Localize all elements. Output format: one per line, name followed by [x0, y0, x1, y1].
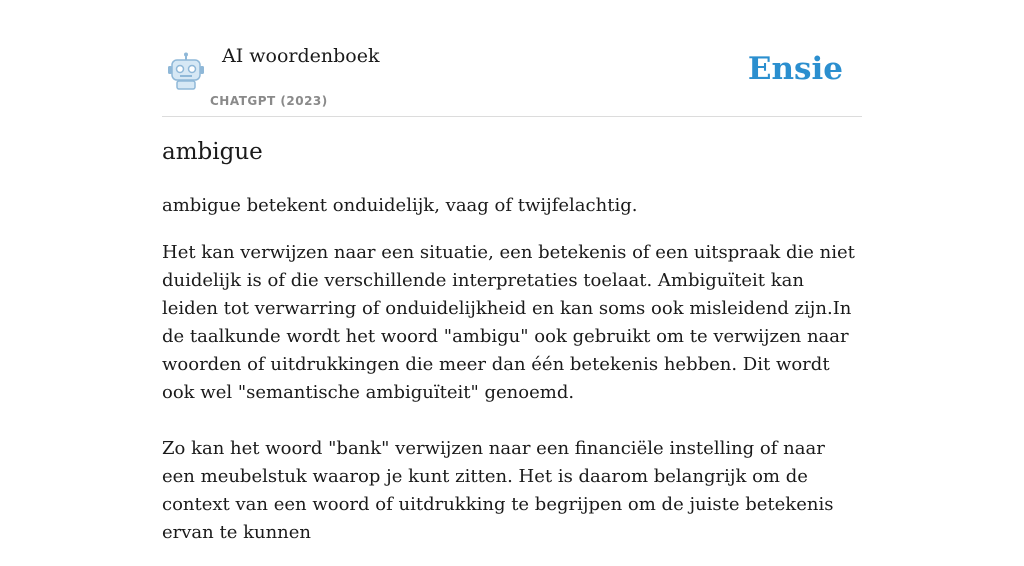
entry-body	[162, 192, 862, 566]
page-header	[162, 0, 862, 117]
source-label: CHATGPT (2023)	[210, 94, 328, 108]
page-container	[162, 0, 862, 543]
ensie-logo[interactable]: Ensie	[747, 51, 843, 87]
entry-term: ambigue	[162, 139, 263, 165]
entry-paragraph: Het kan verwijzen naar een situatie, een betekenis of een uitspraak die niet duidelijk is of die verschillende interpretaties toelaat. Ambiguïteit kan leiden tot verwarring of onduidelijkheid en kan soms ook misleidend zijn.In de taalkunde wordt het woord "ambigu" ook gebruikt om te verwijzen naar woorden of uitdrukkingen die meer dan één betekenis hebben. Dit wordt ook wel "semantische ambiguïteit" genoemd. Zo kan het woord "bank" verwijzen naar een financiële instelling of naar een meubelstuk waarop je kunt zitten. Het is daarom belangrijk om de context van een woord of uitdrukking te begrijpen om de juiste betekenis ervan te kunnen	[162, 242, 855, 543]
entry-definition: ambigue betekent onduidelijk, vaag of twijfelachtig.	[162, 195, 638, 216]
site-title[interactable]: AI woordenboek	[222, 45, 380, 67]
robot-icon	[166, 52, 206, 90]
